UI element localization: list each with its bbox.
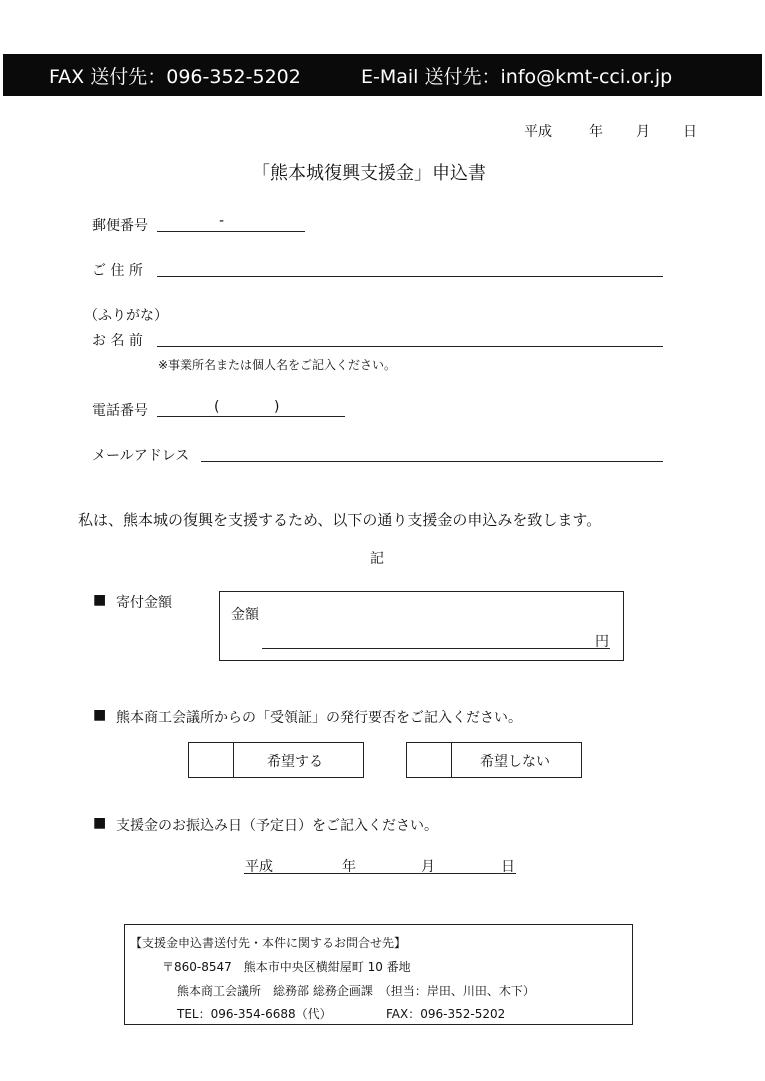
name-note: ※事業所名または個人名をご記入ください。 — [158, 358, 397, 372]
transfer-year: 年 — [342, 859, 356, 875]
fax-destination: FAX 送付先：096-352-5202 — [49, 66, 301, 88]
furigana-label: （ふりがな） — [84, 308, 168, 324]
contact-address: 〒860-8547 熊本市中央区横紺屋町 10 番地 — [162, 960, 411, 974]
phone-paren-close: ) — [274, 399, 280, 415]
receipt-no-label: 希望しない — [480, 754, 550, 770]
address-label: ご 住 所 — [92, 263, 143, 279]
form-title: 「熊本城復興支援金」申込書 — [252, 163, 486, 184]
date-month: 月 — [636, 124, 650, 140]
transfer-month: 月 — [421, 859, 435, 875]
donation-label: 寄付金額 — [116, 595, 172, 611]
contact-fax: FAX：096-352-5202 — [386, 1007, 506, 1021]
bullet-square: ■ — [93, 592, 107, 608]
phone-label: 電話番号 — [92, 403, 148, 419]
contact-heading: 【支援金申込書送付先・本件に関するお問合せ先】 — [130, 936, 407, 950]
transfer-era: 平成 — [245, 859, 273, 875]
yen-label: 円 — [595, 634, 609, 650]
date-day: 日 — [683, 124, 697, 140]
receipt-question: 熊本商工会議所からの「受領証」の発行要否をご記入ください。 — [116, 710, 522, 726]
email-field[interactable] — [201, 461, 663, 462]
receipt-yes-label: 希望する — [267, 754, 323, 770]
email-label: メールアドレス — [92, 448, 190, 464]
statement-text: 私は、熊本城の復興を支援するため、以下の通り支援金の申込みを致します。 — [78, 511, 602, 529]
amount-box — [219, 591, 624, 661]
ki-label: 記 — [370, 551, 384, 567]
name-label: お 名 前 — [92, 333, 143, 349]
transfer-question: 支援金のお振込み日（予定日）をご記入ください。 — [116, 818, 438, 834]
bullet-square: ■ — [93, 707, 107, 723]
date-year: 年 — [589, 124, 603, 140]
contact-tel: TEL：096-354-6688（代） — [177, 1007, 332, 1021]
address-field[interactable] — [157, 276, 663, 277]
header-banner — [3, 54, 762, 96]
transfer-date-field[interactable] — [244, 873, 516, 874]
contact-org: 熊本商工会議所 総務部 総務企画課 （担当：岸田、川田、木下） — [177, 984, 535, 998]
receipt-yes-checkbox[interactable] — [188, 742, 234, 778]
postal-label: 郵便番号 — [92, 218, 148, 234]
receipt-no-checkbox[interactable] — [406, 742, 452, 778]
date-era: 平成 — [524, 124, 552, 140]
postal-field[interactable] — [157, 231, 305, 232]
name-field[interactable] — [157, 346, 663, 347]
postal-dash: - — [219, 213, 225, 229]
phone-field[interactable] — [157, 416, 345, 417]
transfer-day: 日 — [501, 859, 515, 875]
amount-field[interactable] — [262, 648, 610, 649]
phone-paren-open: ( — [214, 399, 220, 415]
email-destination: E-Mail 送付先：info@kmt-cci.or.jp — [361, 66, 673, 88]
bullet-square: ■ — [93, 815, 107, 831]
amount-label: 金額 — [231, 607, 259, 623]
